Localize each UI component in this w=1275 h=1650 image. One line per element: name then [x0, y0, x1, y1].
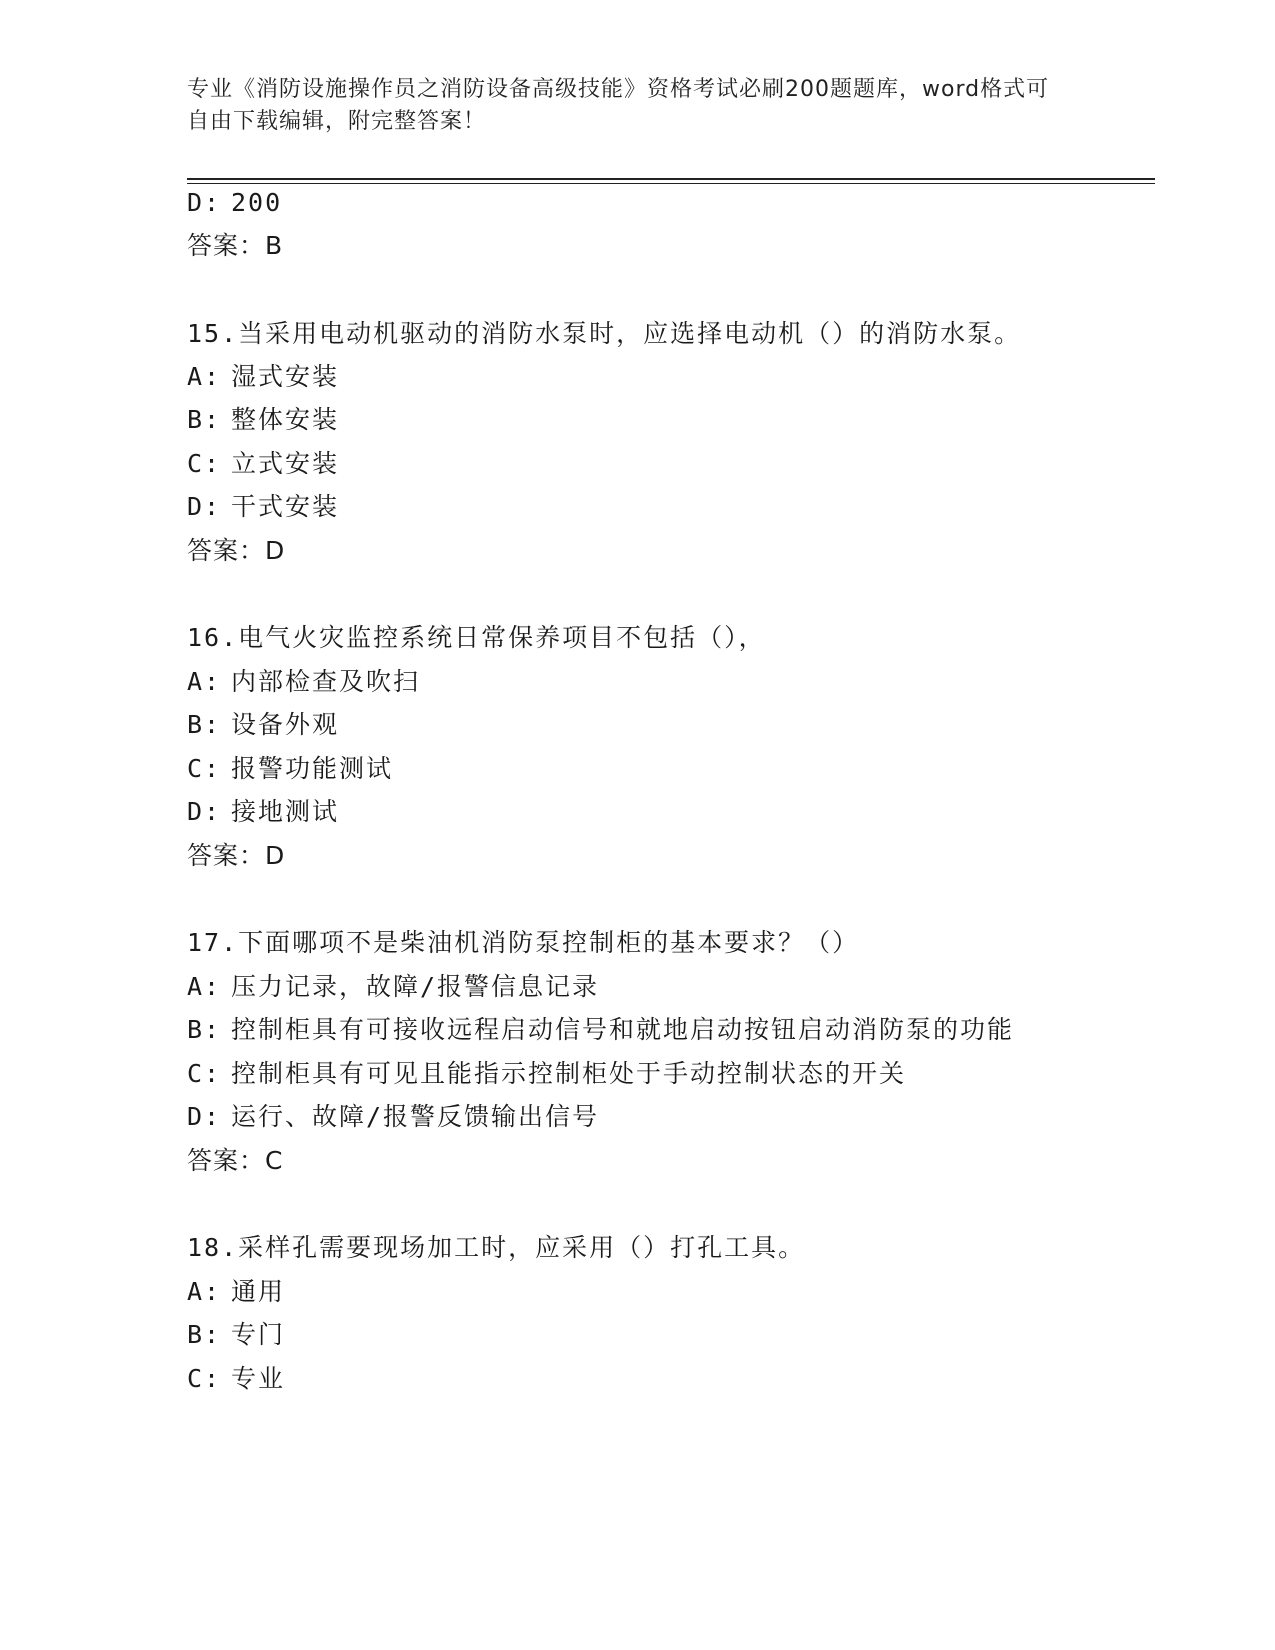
- option-label: D:: [187, 797, 222, 826]
- option-label: A:: [187, 1277, 222, 1306]
- question-16-title: 16.电气火灾监控系统日常保养项目不包括（），: [187, 623, 766, 652]
- option-text: 设备外观: [231, 710, 340, 739]
- option-text: 整体安装: [231, 405, 340, 434]
- question-17-answer: 答案：C: [187, 1146, 284, 1175]
- option-text: 运行、故障/报警反馈输出信号: [231, 1102, 600, 1131]
- header-divider-thin: [187, 183, 1155, 184]
- question-17-option-a: [187, 970, 599, 1004]
- header-divider-thick: [187, 178, 1155, 180]
- option-text: 压力记录，故障/报警信息记录: [231, 972, 600, 1001]
- question-18-option-a: [187, 1275, 285, 1309]
- question-18-option-c: [187, 1362, 285, 1396]
- question-15-option-a: [187, 360, 339, 394]
- option-label: A:: [187, 362, 222, 391]
- option-label: D:: [187, 492, 222, 521]
- option-text: 200: [231, 188, 283, 217]
- document-header: 专业《消防设施操作员之消防设备高级技能》资格考试必刷200题题库，word格式可自由下载编辑，附完整答案！: [187, 77, 1050, 134]
- option-label: B:: [187, 405, 222, 434]
- question-16-answer: 答案：D: [187, 841, 286, 870]
- option-text: 通用: [231, 1277, 286, 1306]
- option-text: 湿式安装: [231, 362, 340, 391]
- option-label: A:: [187, 972, 222, 1001]
- prev-option-d: [187, 186, 282, 220]
- question-16-option-c: [187, 752, 393, 786]
- question-18-option-b: [187, 1318, 285, 1352]
- option-label: C:: [187, 1364, 222, 1393]
- option-label: A:: [187, 667, 222, 696]
- question-17-option-c: [187, 1057, 906, 1091]
- option-label: C:: [187, 754, 222, 783]
- option-text: 控制柜具有可见且能指示控制柜处于手动控制状态的开关: [231, 1059, 907, 1088]
- option-label: B:: [187, 1015, 222, 1044]
- option-text: 干式安装: [231, 492, 340, 521]
- question-17-title: 17.下面哪项不是柴油机消防泵控制柜的基本要求？（）: [187, 928, 860, 957]
- question-15-option-d: [187, 490, 339, 524]
- option-text: 立式安装: [231, 449, 340, 478]
- option-label: C:: [187, 449, 222, 478]
- question-17-option-d: [187, 1100, 599, 1134]
- option-text: 控制柜具有可接收远程启动信号和就地启动按钮启动消防泵的功能: [231, 1015, 1015, 1044]
- option-label: D:: [187, 188, 222, 217]
- question-15-option-c: [187, 447, 339, 481]
- option-label: B:: [187, 710, 222, 739]
- option-label: D:: [187, 1102, 222, 1131]
- question-16-option-b: [187, 708, 339, 742]
- prev-answer: 答案：B: [187, 231, 284, 260]
- option-label: B:: [187, 1320, 222, 1349]
- question-15-option-b: [187, 403, 339, 437]
- option-text: 内部检查及吹扫: [231, 667, 421, 696]
- option-text: 专业: [231, 1364, 286, 1393]
- option-text: 专门: [231, 1320, 286, 1349]
- question-16-option-d: [187, 795, 339, 829]
- question-18-title: 18.采样孔需要现场加工时，应采用（）打孔工具。: [187, 1233, 806, 1262]
- question-16-option-a: [187, 665, 420, 699]
- option-label: C:: [187, 1059, 222, 1088]
- option-text: 接地测试: [231, 797, 340, 826]
- question-17-option-b: [187, 1013, 1014, 1047]
- question-15-answer: 答案：D: [187, 536, 286, 565]
- question-15-title: 15.当采用电动机驱动的消防水泵时，应选择电动机（）的消防水泵。: [187, 319, 1022, 348]
- option-text: 报警功能测试: [231, 754, 394, 783]
